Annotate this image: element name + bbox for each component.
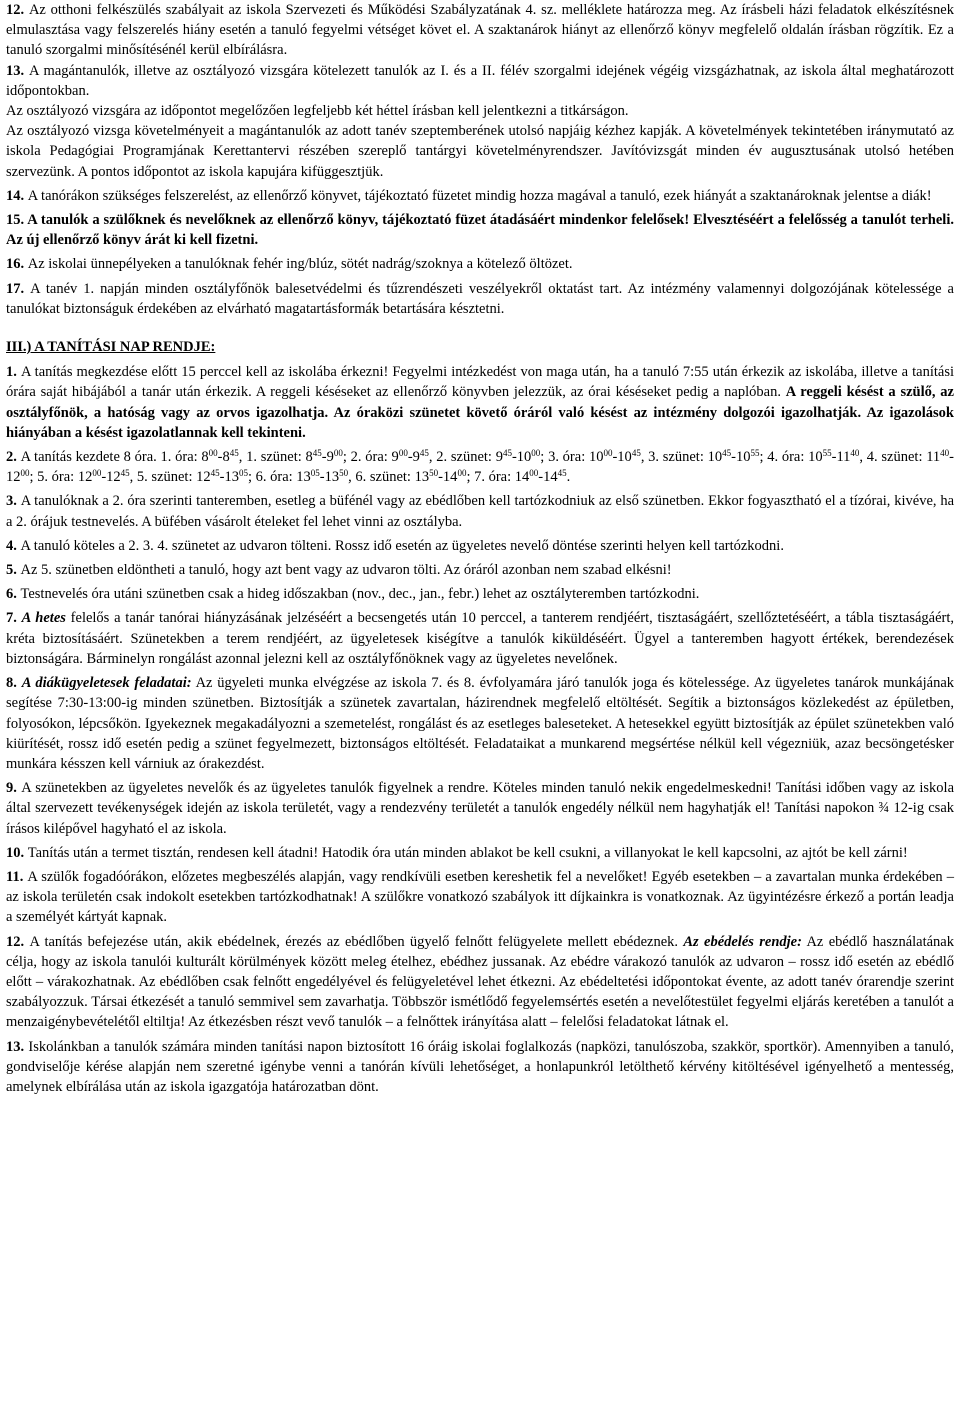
paragraph-17: 17. A tanév 1. napján minden osztályfőnök balesetvédelmi és tűzrendészeti veszélyekről oktatást tart. Az intézmény valamennyi dolgozójának kötelessége a tanulókat biztonságuk érdekében az elvárható magatartásformák betartására késztetni. (6, 280, 954, 317)
paragraph-13: 13. A magántanulók, illetve az osztályozó vizsgára kötelezett tanulók az I. és a II. félév szorgalmi idejének végéig vizsgázhatnak, az iskola által meghatározott időpontokban. (6, 62, 954, 99)
rule-3-first-break: 3. A tanulóknak a 2. óra szerinti tanteremben, esetleg a büfénél vagy az ebédlőben kell tartózkodniuk az első szünetben. Ekkor fogyasztható el a tízórai, kivéve, ha a 2. órájuk testnevelés. A büfében vásárolt ételeket fel lehet vinni az osztályba. (6, 493, 954, 530)
rule-5-fifth-break: 5. Az 5. szünetben eldöntheti a tanuló, hogy azt bent vagy az udvaron tölti. Az óráról azonban nem szabad elkésni! (6, 562, 672, 579)
rule-9-supervision: 9. A szünetekben az ügyeletes nevelők és az ügyeletes tanulók figyelnek a rendre. Köteles minden tanuló nekik engedelmeskedni! Tanítási időben vagy az iskola által szervezett tevékenységek idején az iskola területét, vagy a rendezvény területét a tanulók engedély nélkül nem hagyhatják el! Tanítási napokon ¾ 12-ig csak írásos kilépővel hagyható el az iskola. (6, 780, 955, 837)
rule-4-breaks-outside: 4. A tanuló köteles a 2. 3. 4. szünetet az udvaron tölteni. Rossz idő esetén az ügyeletes nevelő döntése szerinti helyen kell tartózkodni. (6, 537, 784, 554)
paragraph-13-registration: Az osztályozó vizsgára az időpontot megelőzően legfeljebb két héttel írásban kell jelentkezni a titkárságon. (6, 103, 629, 120)
paragraph-15: 15. A tanulók a szülőknek és nevelőknek az ellenőrző könyv, tájékoztató füzet átadásáért mindenkor felelősek! Elvesztéséért a felelősség a tanulót terheli. Az új ellenőrző könyv árát ki kell fizetni. (6, 212, 954, 249)
rule-10-classroom-closing: 10. Tanítás után a termet tisztán, rendesen kell átadni! Hatodik óra után minden ablakot be kell csukni, a villanyokat le kell kapcsolni, az ajtót be kell zárni! (6, 844, 908, 861)
rule-13-afternoon-activities: 13. Iskolánkban a tanulók számára minden tanítási napon biztosított 16 óráig iskolai foglalkozás (napközi, tanulószoba, szakkör, sportkör). Amennyiben a tanuló, gondviselője kérése alapján nem szeretné igénybe venni a tanórán kívüli lehetőséget, a honlapunkról letölthető kérvény kitöltésével igényelhető a mentesség, amelynek elbírálása után az iskola igazgatója határozatban dönt. (6, 1038, 954, 1095)
rule-6-pe-break: 6. Testnevelés óra utáni szünetben csak a hideg időszakban (nov., dec., jan., febr.) lehet az osztályteremben tartózkodni. (6, 586, 700, 603)
rule-7-class-monitor: 7. A hetes felelős a tanár tanórai hiányzásának jelzéséért a becsengetés után 10 perccel, a tanterem rendjéért, tisztaságáért, szellőztetéséért, a tábla tisztaságáért, kréta biztosításáért. Szünetekben a terem rendjéért, az ügyeletesek kiségítve a tanulók kiküldéséért. Ügyel a tanteremben hagyott értékek, berendezések biztonságára. Bárminelyn rongálást azonnal jelezni kell az osztályfőnöknek vagy az ügyeletes nevelőnek. (6, 610, 954, 667)
rule-2-timetable: 2. A tanítás kezdete 8 óra. 1. óra: $8^{00}-8^{45}$, 1. szünet: $8^{45}-9^{00}$; 2. óra: $9^{00}-9^{45}$, 2. szünet: $9^{45}-10^{00}$; 3. óra: $10^{00}-10^{45}$, 3. szünet: $10^{45}-10^{55}$; 4. óra: $10^{55}-11^{40}$, 4. szünet: $11^{40}-12^{00}$; 5. óra: $12^{00}-12^{45}$, 5. szünet: $12^{45}-13^{05}$; 6. óra: $13^{05}-13^{50}$, 6. szünet: $13^{50}-14^{00}$; 7. óra: $14^{00}-14^{45}$. (6, 448, 955, 486)
rule-1-arrival: 1. A tanítás megkezdése előtt 15 perccel kell az iskolába érkezni! Fegyelmi intézkedést von maga után, ha a tanuló 7:55 után érkezik az iskolába, illetve a tanítási órára saját hibájából a tanár után érkezik. A reggeli késéseket az ellenőrző könyvben jelezzük, az órai késéseket pedig a naplóban. A reggeli késést a szülő, az osztályfőnök, a hatóság vagy az orvos igazolhatja. Az óraközi szünetet követő óráról való késést az intézmény dolgozói igazolhatják. Az igazolások hiányában a késést igazolatlannak kell tekinteni. (6, 364, 955, 441)
paragraph-13-requirements: Az osztályozó vizsga követelményeit a magántanulók az adott tanév szeptemberének utolsó napjáig kézhez kapják. A követelmények tekintetében iránymutató az iskola Pedagógiai Programjának Kerettantervi részében szereplő tantárgyi követelményrendszer. Javítóvizsgát minden év augusztusának utolsó hetében szervezünk. A pontos időpontot az iskola kapujára kifüggesztjük. (6, 123, 954, 180)
paragraph-14: 14. A tanórákon szükséges felszerelést, az ellenőrző könyvet, tájékoztató füzetet mindig hozza magával a tanuló, ezek hiányát a szaktanároknak jelentse a diák! (6, 187, 932, 204)
paragraph-16: 16. Az iskolai ünnepélyeken a tanulóknak fehér ing/blúz, sötét nadrág/szoknya a kötelező öltözet. (6, 256, 573, 273)
section-heading: III.) A TANÍTÁSI NAP RENDJE: (6, 339, 216, 356)
paragraph-12: 12. Az otthoni felkészülés szabályait az iskola Szervezeti és Működési Szabályzatának 4. sz. melléklete határozza meg. Az írásbeli házi feladatok elkészítésnek elmulasztása vagy felszerelés hiány esetén a tanuló fegyelmi vétséget követ el. A szaktanárok hiányt az ellenőrző könyv megfelelő oldalán írásban rögzítik. Ez a tanuló szorgalmi minősítésénél kerül elbírálásra. (6, 2, 954, 59)
rule-11-parents: 11. A szülők fogadóórákon, előzetes megbeszélés alapján, vagy rendkívüli esetben kereshetik fel a nevelőket! Egyéb esetekben – a zavartalan munka érdekében – az iskola területén csak indokolt esetekben tartózkodhatnak! A szülőkre vonatkozó szabályok itt díjkainkra is vonatkoznak. Az ügyintézésre érkező a portán leadja a személyét kártyát kapnak. (6, 868, 954, 926)
rule-8-student-duty: 8. A diákügyeletesek feladatai: Az ügyeleti munka elvégzése az iskola 7. és 8. évfolyamára járó tanulók joga és kötelessége. Az ügyeletes tanárok munkájának segítése 7:30-13:00-ig minden szünetben. Biztosítják a szünetek zavartalan, házirendnek megfelelő eltöltését. Segítik a biztonságos közlekedést az épületben, folyosókon, lépcsőkön. Igyekeznek megakadályozni a szemetelést, rongálást és az esetleges baleseteket. A hetesekkel együtt biztosítják az épület szünetekben való kiürítését, rossz idő esetén pedig a szünet fegyelmezett, biztonságos eltöltését. Feladataikat a munkarend megsértése nélkül kell végezniük, azaz becsöngetésker munkára késszen kell várniuk az órakezdést. (6, 675, 955, 772)
rule-12-lunch: 12. A tanítás befejezése után, akik ebédelnek, érezés az ebédlőben ügyelő felnőtt felügyelete mellett ebédeznek. Az ebédelés rendje: Az ebédlő használatának célja, hogy az iskola tanulói kulturált körülmények között meleg ételhez, ebédhez jussanak. Az ebédre várakozó tanulók az udvaron – rossz idő esetén az ebédlő előtt – várakozhatnak. Az ebédlőben csak felnőtt engedélyével és felügyeletével lehet étkezni. Az ebédeltetési időpontokat évente, az adott tanév órarendje szerint szabályozzuk. Társai étkezését a tanuló semmivel sem zavarhatja. Többször ismétlődő fegyelemsértés esetén a nevelőtestület fegyelmi eljárás keretében a tanulót a menzaigénybevételétől eltiltja! Az étkezésben részt vevő tanulók – a felnőttek irányítása alatt – felelősi feladatokat látnak el. (6, 933, 954, 1031)
